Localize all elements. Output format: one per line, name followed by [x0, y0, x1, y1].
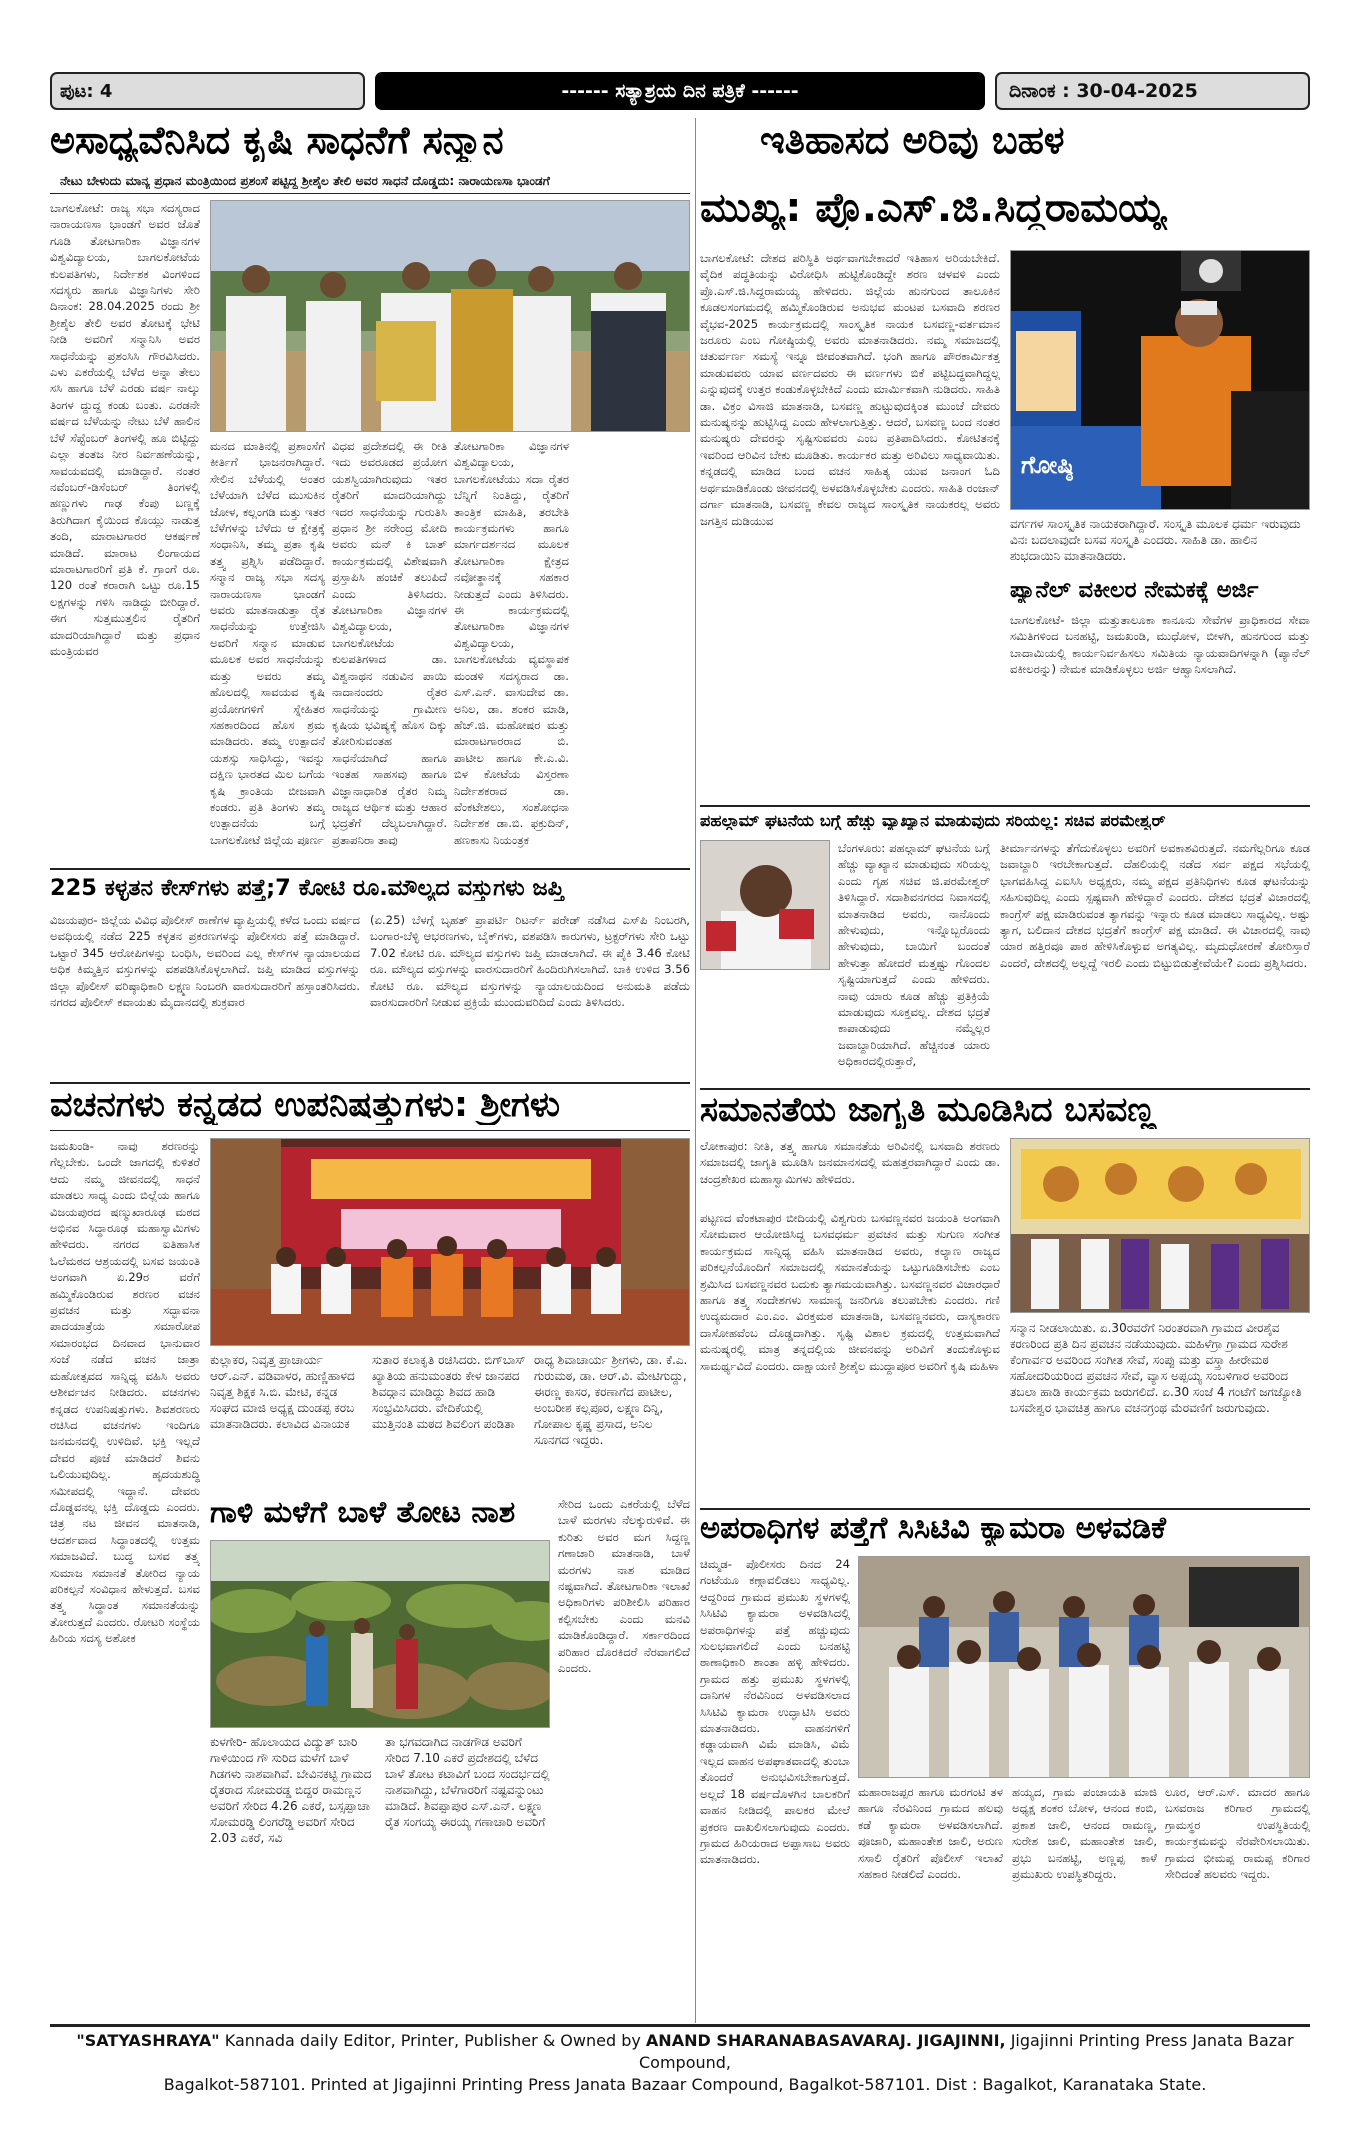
a9-col4: ಹಯ್ಯದ, ಗ್ರಾಮ ಪಂಚಾಯತಿ ಮಾಜಿ ಅಧ್ಯಕ್ಷ ಶಂಕರ ಬೋಳ, ಆನಂದ ಕಂಬಿ, ಪ್ರಕಾಶ ಜಾಲಿ, ಆನಂದ ರಾಮಣ್ಣ, ಸುರೇಶ ಜಾಲಿ, ಮಹಾಂತೇಶ ಜಾಲಿ, ಪ್ರಭು ಬನಹಟ್ಟಿ, ಅಣ್ಣಪ್ಪ ಕಾಳೆ ಪ್ರಮುಖರು ಉಪಸ್ಥಿತರಿದ್ದರು. — [1012, 1785, 1157, 1882]
a2-col1: ವಿಜಯಪುರ- ಜಿಲ್ಲೆಯ ವಿವಿಧ ಪೊಲೀಸ್ ಠಾಣೆಗಳ ವ್ಯಾಪ್ತಿಯಲ್ಲಿ ಕಳೆದ ಒಂದು ವರ್ಷದ ಅವಧಿಯಲ್ಲಿ ನಡೆದ 225 ಕಳ್ಳತನ ಪ್ರಕರಣಗಳನ್ನು ಪೊಲೀಸರು ಪತ್ತೆ ಮಾಡಿದ್ದಾರೆ. ಒಟ್ಟಾರೆ 345 ಆರೋಪಿಗಳನ್ನು ಬಂಧಿಸಿ, ಅವರಿಂದ ಎಲ್ಲ ಕೇಸ್‌ಗಳ ನ್ಯಾಯಾಲಯದ ಅಧಿಕ ಕಿಮ್ಮತ್ತಿನ ವಸ್ತುಗಳನ್ನು ವಶಪಡಿಸಿಕೊಳ್ಳಲಾಗಿದೆ. ಜಪ್ತಿ ಮಾಡಿದ ವಸ್ತುಗಳನ್ನು ಜಿಲ್ಲಾ ಪೊಲೀಸ್ ವರಿಷ್ಠಾಧಿಕಾರಿ ಲಕ್ಷ್ಮಣ ನಿಂಬರಗಿ ವಾರಸುದಾರರಿಗೆ ಹಸ್ತಾಂತರಿಸಿದರು. ನಗರದ ಪೊಲೀಸ್ ಕವಾಯತು ಮೈದಾನದಲ್ಲಿ ಶುಕ್ರವಾರ — [50, 913, 360, 1010]
imprint-owner: ANAND SHARANABASAVARAJ. JIGAJINNI, — [645, 2031, 1006, 2050]
masthead: ------ ಸತ್ಯಾಶ್ರಯ ದಿನ ಪತ್ರಿಕೆ ------ — [561, 80, 799, 102]
a5-headline-line2: ಮುಖ್ಯ: ಪ್ರೊ.ಎಸ್.ಜಿ.ಸಿದ್ದರಾಮಯ್ಯ — [700, 186, 1167, 230]
a4-photo-banana-field — [210, 1540, 550, 1728]
a7-bottom-rule — [700, 1088, 1310, 1090]
a6-body: ಬಾಗಲಕೋಟೆ- ಜಿಲ್ಲಾ ಮತ್ತುತಾಲೂಕಾ ಕಾನೂನು ಸೇವೆಗಳ ಪ್ರಾಧಿಕಾರದ ಸೇವಾ ಸಮಿತಿಗಳಿಂದ ಬನಹಟ್ಟಿ, ಜಮಖಂಡಿ, ಮುಧೋಳ, ಬೀಳಗಿ, ಹುನಗುಂದ ಮತ್ತು ಬಾದಾಮಿಯಲ್ಲಿ ಕಾರ್ಯನಿರ್ವಹಿಸಲು ಸಮಿತಿಯ ನ್ಯಾಯವಾದಿಗಳನ್ನಾಗಿ (ಪ್ಯಾನೆಲ್ ವಕೀಲರನ್ನು) ನೇಮಕ ಮಾಡಿಕೊಳ್ಳಲು ಅರ್ಜಿ ಆಹ್ವಾನಿಸಲಾಗಿದೆ. — [1010, 613, 1310, 677]
a1-col3: ವಿಧವ ಪ್ರದೇಶದಲ್ಲಿ ಈ ರೀತಿ ಇದು ಅವರೂಡದ ಪ್ರಯೋಗ ಯಶಸ್ವಿಯಾಗಿರುವುದು ಇತರ ರೈತರಿಗೆ ಮಾದರಿಯಾಗಿದ್ದು ಇದರ ಸಾಧನೆಯನ್ನು ಗುರುತಿಸಿ ಪ್ರಧಾನ ಶ್ರೀ ನರೇಂದ್ರ ಮೋದಿ ಅವರು ಮನ್ ಕಿ ಬಾತ್ ಕಾರ್ಯಕ್ರಮದಲ್ಲಿ ವಿಶೇಷವಾಗಿ ಪ್ರಸ್ತಾಪಿಸಿ ಹಂಚಿಕೆ ತಲುಪಿದೆ ಎಂದು ತಿಳಿಸಿದರು. ತೋಟಗಾರಿಕಾ ವಿಜ್ಞಾನಗಳ ವಿಶ್ವವಿದ್ಯಾಲಯ, ಬಾಗಲಕೋಟೆಯ ಕುಲಪತಿಗಳಾದ ಡಾ. ವಿಶ್ವನಾಥನ ನಡುವಿನ ಪಾಯಿ ನಾದಾನಂದರು ರೈತರ ಸಾಧನೆಯನ್ನು ಗ್ರಾಮೀಣ ಕೃಷಿಯ ಭವಿಷ್ಯಕ್ಕೆ ಹೊಸ ದಿಕ್ಕು ತೋರಿಸುವಂತಹ ಸಾಧನೆಯಾಗಿದೆ ಹಾಗೂ ಇಂತಹ ಸಾಹಸವು ಹಾಗೂ ವಿಜ್ಞಾನಾಧಾರಿತ ರೈತರ ನಿಮ್ಮ ರಾಜ್ಯದ ಆರ್ಥಿಕ ಮತ್ತು ಆಹಾರ ಭದ್ರತೆಗೆ ದೆಲ್ಯಬಲಾಗಿದ್ದಾರೆ. ಪ್ರತಾಪನಿರಾ ತಾವು — [332, 439, 447, 847]
a8-caption: ಸನ್ಮಾನ ನೀಡಲಾಯಿತು. ಏ.30ರವರೆಗೆ ನಿರಂತರವಾಗಿ ಗ್ರಾಮದ ವೀರಶೈವ ಕರಣರಿಂದ ಪ್ರತಿ ದಿನ ಪ್ರವಚನ ನಡೆಯುವುದು. ಮಹಿಳೆಗ್ರಾ ಗ್ರಾಮದ ಸುರೇಶ ಕೆಂಗಾರ್ವರ ಅವರಿಂದ ಸಂಗೀತ ಸೇವೆ, ಸಂಪ್ಪು ಮತ್ತು ವಸ್ತ್ರಾ ಹೀರೇಮಠ ಸಹೋದರಿಯರಿಂದ ಪ್ರವಚನ ಸೇವೆ, ವ್ಯಾಸ ಅಪ್ಪಯ್ಯ ಸಂಬಳಿಗಾರ ಅವರಿಂದ ತಬಲಾ ಹಾಡಿ ಕಾರ್ಯಕ್ರಮ ಜರುಗಲಿದೆ. ಏ.30 ಸಂಜೆ 4 ಗಂಟೆಗೆ ಜಗಜ್ಯೋತಿ ಬಸವೇಶ್ವರ ಭಾವಚಿತ್ರ ಹಾಗೂ ವಚನಗ್ರಂಥ ಮೆರವಣಿಗೆ ಜರುಗುವುದು. — [1010, 1321, 1302, 1415]
a7-col1: ಬೆಂಗಳೂರು: ಪಹಲ್ಗಾಮ್ ಘಟನೆಯ ಬಗ್ಗೆ ಹೆಚ್ಚು ವ್ಯಾಖ್ಯಾನ ಮಾಡುವುದು ಸರಿಯಲ್ಲ ಎಂದು ಗೃಹ ಸಚಿವ ಜಿ.ಪರಮೇಶ್ವರ್ ತಿಳಿಸಿದ್ದಾರೆ. ಸದಾಶಿವನಗರದ ನಿವಾಸದಲ್ಲಿ ಮಾತನಾಡಿದ ಅವರು, ನಾನೊಂದು ಹೇಳುವುದು, ಇನ್ನೊಬ್ಬರೊಂದು ಹೇಳುವುದು, ಬಾಯಿಗೆ ಬಂದಂತೆ ಹೇಳುತ್ತಾ ಹೋದರೆ ಮತ್ತಷ್ಟು ಗೊಂದಲ ಸೃಷ್ಟಿಯಾಗುತ್ತದೆ ಎಂದು ಹೇಳಿದರು. ನಾವು ಯಾರು ಕೂಡ ಹೆಚ್ಚು ಪ್ರತಿಕ್ರಿಯೆ ಮಾಡುವುದು ಸೂಕ್ತವಲ್ಲ. ದೇಶದ ಭದ್ರತೆ ಕಾಪಾಡುವುದು ನಮ್ಮೆಲ್ಲರ ಜವಾಬ್ದಾರಿಯಾಗಿದೆ. ಹೆಚ್ಚಿನಂತ ಯಾರು ಅಧಿಕಾರದಲ್ಲಿರುತ್ತಾರೆ, — [838, 841, 990, 1069]
a4-caption-1: ಕುಳಗೇರಿ- ಹೊಲಾಯದ ವಿದ್ಯುತ್ ಬಾರಿ ಗಾಳಿಯಿಂದ ಗೌ ಸುರಿದ ಮಳೆಗೆ ಬಾಳೆ ಗಿಡಗಳು ನಾಶವಾಗಿವೆ. ಬೇವಿನಕಟ್ಟಿ ಗ್ರಾಮದ ರೈತರಾದ ಸೋಮರಡ್ಡ ಬಿದ್ದರ ರಾಮಣ್ಣನ ಅವರಿಗೆ ಸೇರಿದ 4.26 ಎಕರೆ, ಬಸ್ಸಪ್ಪಾಚಾ ಸೋಮರಡ್ಡಿ ಲಿಂಗರೆಡ್ಡಿ ಅವರಿಗೆ ಸೇರಿದ 2.03 ಎಕರೆ, ಸವಿ — [210, 1735, 372, 1845]
a3-col1: ಜಮಖಂಡಿ- ನಾವು ಶರಣರನ್ನು ಗೆಲ್ಲಬೇಕು. ಒಂದೇ ಜಾಗದಲ್ಲಿ ಕುಳಿತರೆ ಆದು ನಮ್ಮ ಜೀವನದಲ್ಲಿ ಸಾಧನೆ ಮಾಡಲು ಸಾಧ್ಯ ಎಂದು ಬಿಲ್ಲೆಯ ಹಾಗೂ ವಿಜಯಪುರದ ಷಣ್ಮುಖಾರೂಢ ಮಠದ ಅಭಿನವ ಸಿದ್ಧಾರೂಢ ಮಹಾಸ್ವಾಮಿಗಳು ಹೇಳಿದರು. ನಗರದ ಐತಿಹಾಸಿಕ ಓಲೆಮಠದ ಆಶ್ರಯದಲ್ಲಿ ಬಸವ ಜಯಂತಿ ಅಂಗವಾಗಿ ಏ.29ರ ವರೆಗೆ ಹಮ್ಮಿಕೊಂಡಿರುವ ಶರಣರ ವಚನ ಪ್ರವಚನ ಮತ್ತು ಸದ್ಭಾವನಾ ಪಾದಯಾತ್ರೆಯ ಸಮಾರೋಪ ಸಮಾರಂಭದ ದಿನವಾದ ಭಾನುವಾರ ಸಂಜೆ ನಡೆದ ವಚನ ಜಾತ್ರಾ ಮಹೋತ್ಸವದ ಸಾನ್ನಿಧ್ಯ ವಹಿಸಿ ಅವರು ಆಶೀರ್ವಚನ ನೀಡಿದರು. ವಚನಗಳು ಕನ್ನಡದ ಉಪನಿಷತ್ತುಗಳು. ಶಿವಶರಣರು ರಚಿಸಿದ ವಚನಗಳು ಇಂದಿಗೂ ಜನಮನದಲ್ಲಿ ಉಳಿದಿವೆ. ಭಕ್ತಿ ಇಲ್ಲದೆ ದೇವರ ಪೂಜೆ ಮಾಡಿದರೆ ಶಿವನು ಒಲಿಯುವುದಿಲ್ಲ. ಹೃದಯಶುದ್ಧಿ ಸಮೀಪದಲ್ಲಿ ಇದ್ದಾನೆ. ದೇವರು ದೊಡ್ಡವನಲ್ಲ ಭಕ್ತಿ ದೊಡ್ಡದು ಎಂದರು. ಚಿತ್ರ ನಟ ಜೀವನ ಮಾತನಾಡಿ, ಆದರ್ಶವಾದ ಸಿದ್ಧಾಂತದಲ್ಲಿ ಉತ್ತಮ ಸಮಾಜವಿದೆ. ಬುದ್ಧ ಬಸವ ತತ್ತ್ವ ಸುಮಾಜ ಸಮಾನತೆ ತೋರಿದ ನ್ಯಾಯ ಪರಿಕಲ್ಪನೆ ಸಂವಿಧಾನ ಹೇಳುತ್ತದೆ. ಬಸವ ತತ್ತ್ವ ಸಿದ್ಧಾಂತ ಸಮಾನತೆಯನ್ನು ತೋರುತ್ತದೆ ಎಂದರು. ರೋಟರಿ ಸಂಸ್ಥೆಯ ಹಿರಿಯ ಸದಸ್ಯ ಅಶೋಕ — [50, 1139, 200, 1646]
a9-photo-group-image — [859, 1557, 1310, 1778]
a8-headline: ಸಮಾನತೆಯ ಜಾಗೃತಿ ಮೂಡಿಸಿದ ಬಸವಣ್ಣ — [700, 1092, 1157, 1130]
a1-headline: ಅಸಾಧ್ಯವೆನಿಸಿದ ಕೃಷಿ ಸಾಧನೆಗೆ ಸನ್ಮಾನ — [50, 120, 504, 162]
a5-photo-speaker — [1010, 250, 1310, 510]
a5-caption: ವರ್ಗಗಳ ಸಾಂಸ್ಕೃತಿಕ ನಾಯಕರಾಗಿದ್ದಾರೆ. ಸಂಸ್ಕೃತಿ ಮೂಲಕ ಧರ್ಮ ಇರುವುದು ವಿನಃ ಬದಲಾವುದೇ ಬಸವ ಸಂಸ್ಕೃತಿ ಎಂದರು. ಸಾಹಿತಿ ಡಾ. ಹಾಲಿನ ಶುಭದಾಯಿನಿ ಮಾತನಾಡಿದರು. — [1010, 517, 1301, 563]
a3-caption-3: ರಾಧ್ಯ ಶಿವಾಚಾರ್ಯ ಶ್ರೀಗಳು, ಡಾ. ಕೆ.ಎ. ಗುರುಮಠ, ಡಾ. ಆರ್.ವಿ. ಮೇಟಿಗುದ್ದು, ಈರಣ್ಣ ಕಾಸರ, ಕರಣಾಗೆದ ಪಾಟೀಲ, ಅಂಬರೀಶ ಕಲ್ಲಪೂರ, ಲಕ್ಷ್ಮಣ ದಿನ್ನಿ, ಗೋಪಾಲ ಕೃಷ್ಣ ಪ್ರಸಾದ, ಅನಿಲ ಸೂನಗದ ಇದ್ದರು. — [534, 1353, 688, 1447]
page-number-box — [50, 72, 365, 110]
a4-caption-3-continued — [558, 1734, 690, 2024]
a3-head-rule — [50, 1130, 690, 1131]
imprint-line-2: Bagalkot-587101. Printed at Jigajinni Printing Press Janata Bazaar Compound, Bagalkot-587101. Dist : Bagalkot, Karanataka State. — [163, 2075, 1207, 2094]
a4-side-text: ಸೇರಿದ ಒಂದು ಎಕರೆಯಲ್ಲಿ ಬೆಳೆದ ಬಾಳೆ ಮರಗಳು ನೆಲಕ್ಕುರುಳಿವೆ. ಈ ಕುರಿತು ಅವರ ಮಗ ಸಿದ್ದಣ್ಣ ಗಣಾಚಾರಿ ಮಾತನಾಡಿ, ಬಾಳೆ ಮರಗಳು ನಾಶ ಮಾಡಿದ ನಷ್ಟವಾಗಿದೆ. ತೋಟಗಾರಿಕಾ ಇಲಾಖೆ ಅಧಿಕಾರಿಗಳು ಪರಿಶೀಲಿಸಿ ಪರಿಹಾರ ಕಲ್ಪಿಸಬೇಕು ಎಂದು ಮನವಿ ಮಾಡಿಕೊಂಡಿದ್ದಾರೆ. ಸರ್ಕಾರದಿಂದ ಪರಿಹಾರ ದೊರಕಿದರೆ ನೆರವಾಗಲಿದೆ ಎಂದರು. — [558, 1497, 690, 1676]
a1-col4: ತೋಟಗಾರಿಕಾ ವಿಜ್ಞಾನಗಳ ವಿಶ್ವವಿದ್ಯಾಲಯ, ಬಾಗಲಕೋಟೆಯು ಸದಾ ರೈತರ ಬೆನ್ನಿಗೆ ನಿಂತಿದ್ದು, ರೈತರಿಗೆ ತಾಂತ್ರಿಕ ಮಾಹಿತಿ, ತರಬೇತಿ ಕಾರ್ಯಕ್ರಮಗಳು ಹಾಗೂ ಮಾರ್ಗದರ್ಶನದ ಮೂಲಕ ತೋಟಗಾರಿಕಾ ಕ್ಷೇತ್ರದ ನವೋತ್ಥಾನಕ್ಕೆ ಸಹಕಾರ ನೀಡುತ್ತದೆ ಎಂದು ತಿಳಿಸಿದರು. ಈ ಕಾರ್ಯಕ್ರಮದಲ್ಲಿ ತೋಟಗಾರಿಕಾ ವಿಜ್ಞಾನಗಳ ವಿಶ್ವವಿದ್ಯಾಲಯ, ಬಾಗಲಕೋಟೆಯ ವ್ಯವಸ್ಥಾಪಕ ಮಂಡಳಿ ಸದಸ್ಯರಾದ ಡಾ. ಎಸ್.ಎನ್. ವಾಸುದೇವ ಡಾ. ಅನಿಲ, ಡಾ. ಶಂಕರ ಮಾಡಿ, ಹೆಚ್.ಜಿ. ಮಹೋಷರ ಮತ್ತು ಮಾರಾಟಗಾರರಾದ ಬಿ. ಪಾಟೀಲ ಹಾಗೂ ಕೇ.ಎ.ವಿ. ಬಿಳ ಕೋಟೆಯ ವಿಸ್ತರಣಾ ನಿರ್ದೇಶಕರಾದ ಡಾ. ವೆಂಕಟೇಶಲು, ಸಂಶೋಧನಾ ನಿರ್ದೇಶಕ ಡಾ.ಬಿ. ಫಕ್ರುದಿನ್, ಹಣಕಾಸು ನಿಯಂತ್ರಕ — [454, 439, 569, 847]
a3-headline: ವಚನಗಳು ಕನ್ನಡದ ಉಪನಿಷತ್ತುಗಳು: ಶ್ರೀಗಳು — [50, 1086, 560, 1125]
a8-photo-event — [1010, 1138, 1310, 1313]
a1-photo-felicitation-image — [211, 201, 690, 432]
imprint-footer — [60, 2030, 1310, 2096]
column-divider — [695, 118, 696, 2023]
a1-photo-felicitation — [210, 200, 690, 432]
date: ದಿನಾಂಕ : 30-04-2025 — [1009, 80, 1198, 102]
a9-col1: ಚಿಮ್ಮಡ- ಪೊಲೀಸರು ದಿನದ 24 ಗಂಟೆಯೂ ಕಣ್ಗಾವಲಿಡಲು ಸಾಧ್ಯವಿಲ್ಲ. ಆದ್ದರಿಂದ ಗ್ರಾಮದ ಪ್ರಮುಖ ಸ್ಥಳಗಳಲ್ಲಿ ಸಿಸಿಟಿವಿ ಕ್ಯಾಮರಾ ಅಳವಡಿಸಿದಲ್ಲಿ ಅಪರಾಧಿಗಳನ್ನು ಪತ್ತೆ ಹಚ್ಚುವುದು ಸುಲಭವಾಗಲಿದೆ ಎಂದು ಬನಹಟ್ಟಿ ಠಾಣಾಧಿಕಾರಿ ಶಾಂತಾ ಹಳ್ಳಿ ಹೇಳಿದರು. ಗ್ರಾಮದ ಹತ್ತು ಪ್ರಮುಖ ಸ್ಥಳಗಳಲ್ಲಿ ದಾನಿಗಳ ನೆರವಿನಿಂದ ಅಳವಡಿಸಲಾದ ಸಿಸಿಟಿವಿ ಕ್ಯಾಮರಾ ಉದ್ಘಾಟಿಸಿ ಅವರು ಮಾತನಾಡಿದರು. ವಾಹನಗಳಿಗೆ ಕಡ್ಡಾಯವಾಗಿ ವಿಮೆ ಮಾಡಿಸಿ, ವಿಮೆ ಇಲ್ಲದ ವಾಹನ ಅಪಘಾತವಾದಲ್ಲಿ ತುಂಬಾ ತೊಂದರೆ ಅನುಭವಿಸಬೇಕಾಗುತ್ತದೆ. ಅಲ್ಲದೆ 18 ವರ್ಷದೊಳಗಿನ ಬಾಲಕರಿಗೆ ವಾಹನ ನೀಡಿದಲ್ಲಿ ಪಾಲಕರ ಮೇಲೆ ಪ್ರಕರಣ ದಾಖಲಿಸಲಾಗುವುದು ಎಂದರು. ಗ್ರಾಮದ ಹಿರಿಯರಾದ ಅಪ್ಪಾಸಾಬ ಅವರು ಮಾತನಾಡಿದರು. — [700, 1557, 850, 1867]
a9-photo-group — [858, 1556, 1310, 1778]
a2-headline: 225 ಕಳ್ಳತನ ಕೇಸ್‌ಗಳು ಪತ್ತೆ;7 ಕೋಟಿ ರೂ.ಮೌಲ್ಯದ ವಸ್ತುಗಳು ಜಪ್ತಿ — [50, 876, 564, 901]
a1-col1: ಬಾಗಲಕೋಟೆ: ರಾಜ್ಯ ಸಭಾ ಸದಸ್ಯರಾದ ನಾರಾಯಣಸಾ ಭಾಂಡಗೆ ಅವರ ಜೊತೆ ಗೂಡಿ ತೋಟಗಾರಿಕಾ ವಿಜ್ಞಾನಗಳ ವಿಶ್ವವಿದ್ಯಾಲಯ, ಬಾಗಲಕೋಟೆಯ ಕುಲಪತಿಗಳು, ನಿರ್ದೇಶಕ ವಿಂಗಳಿಂದ ಸದಸ್ಯರು ಹಾಗೂ ವಿಜ್ಞಾನಿಗಳು ಸೇರಿ ದಿನಾಂಕ: 28.04.2025 ರಂದು ಶ್ರೀ ಶ್ರೀಶೈಲ ತೇಲಿ ಅವರ ತೋಟಕ್ಕೆ ಭೇಟಿ ನೀಡಿ ಅವರಿಗೆ ಸನ್ಮಾನಿಸಿ ಅವರ ಸಾಧನೆಯನ್ನು ಪ್ರಶಂಸಿಸಿ ಗೌರವಿಸಿದರು. ಎಳು ಎಕರೆಯಲ್ಲಿ ಬೆಳೆದ ಅನ್ನಾ ತೇಲು ಸಸಿ ಹಾಗೂ ಬೆಳೆ ಎರಡು ವರ್ಷ ನಾಲ್ಕು ತಿಂಗಳ ದ್ದುದ್ದ ಕಂಡು ಬಂತು. ಎರಡನೇ ವರ್ಷದ ಬೆಳೆಯನ್ನು ನೇಟು ಬೆಳೆ ಹಾಲಿನ ಬೆಳೆ ಸೆಪ್ಟೆಂಬರ್ ತಿಂಗಳಲ್ಲಿ ಹೂ ಬಿಟ್ಟಿದ್ದು ಎಲ್ಲಾ ತಂತಜ ನೀರ ನಿರ್ವಹಣೆಯನ್ನು, ಸಾವಯವದಲ್ಲಿ ಮಾಡಿದ್ದಾರೆ. ನಂತರ ನವೆಂಬರ್-ಡಿಸೆಂಬರ್ ತಿಂಗಳಲ್ಲಿ ಹಣ್ಣುಗಳು ಗಾಢ ಕೆಂಪು ಬಣ್ಣಕ್ಕೆ ತಿರುಗಿದಾಗ ಕೈಯಿಂದ ಕೊಯ್ಲು ನಾಡುತ್ತ ತಂದಿ, ಮಾರಾಟಗಾರರ ಆಕರ್ಷಣೆ ಮಾಡಿದೆ. ಮಾರಾಟ ಲಿಂಗಾಯದ ಮಾರಾಟಗಾರರಿಗೆ ಪ್ರತಿ ಕೆ. ಗ್ರಾಂಗೆ ರೂ. 120 ರಂತೆ ಕರಾರಾಗಿ ಒಟ್ಟು ರೂ.15 ಲಕ್ಷಗಳನ್ನು ಗಳಿಸಿ ನಾಡಿದ್ದು ಬೀರಿದ್ದಾರೆ. ಈಗ ಸುತ್ತಮುತ್ತಲಿನ ರೈತರಿಗೆ ಮಾದರಿಯಾಗಿದ್ದಾರೆ ಮತ್ತು ಪ್ರಧಾನ ಮಂತ್ರಿಯವರ — [50, 201, 200, 658]
a7-photo-minister — [700, 840, 830, 970]
a3-caption-1: ಕುಲ್ಲಾಕರ, ನಿವೃತ್ತ ಪ್ರಾಚಾರ್ಯ ಆರ್.ಎನ್. ವಡಿವಾಳರ, ಹುಣ್ಣಿಹಾಳದ ನಿವೃತ್ತ ಶಿಕ್ಷಕ ಸಿ.ಬಿ. ಮೇಟಿ, ಕನ್ನಡ ಸಂಘದ ಮಾಜಿ ಅಧ್ಯಕ್ಷ ದುಂಡಪ್ಪ ಕರಬ ಮಾತನಾಡಿದರು. ಕಲಾವಿದ ವಿನಾಯಕ — [210, 1353, 355, 1431]
a7-col2: ತೀರ್ಮಾನಗಳನ್ನು ತೆಗೆದುಕೊಳ್ಳಲು ಅವರಿಗೆ ಅವಕಾಶವಿರುತ್ತದೆ. ನಮಗೆಲ್ಲರಿಗೂ ಕೂಡ ಜವಾಬ್ದಾರಿ ಇರಬೇಕಾಗುತ್ತದೆ. ದೆಹಲಿಯಲ್ಲಿ ನಡೆದ ಸರ್ವ ಪಕ್ಷದ ಸಭೆಯಲ್ಲಿ ಭಾಗವಹಿಸಿದ್ದ ಎಐಸಿಸಿ ಅಧ್ಯಕ್ಷರು, ನಮ್ಮ ಪಕ್ಷದ ಪ್ರತಿನಿಧಿಗಳು ಕೂಡ ಘಟನೆಯನ್ನು ಸಹಿಸುವುದಿಲ್ಲ ಎಂದು ಸ್ಪಷ್ಟವಾಗಿ ಹೇಳಿದ್ದಾರೆ ಎಂದರು. ದೇಶದ ಭದ್ರತೆ ವಿಚಾರದಲ್ಲಿ ಕಾಂಗ್ರೆಸ್ ಪಕ್ಷ ಮಾಡಿರುವಂತ ತ್ಯಾಗವನ್ನು ಇನ್ನಾರು ಕೂಡ ಮಾಡಲು ಸಾಧ್ಯವಿಲ್ಲ. ಅಷ್ಟು ತ್ಯಾಗ, ಬಲಿದಾನ ದೇಶದ ಭದ್ರತೆಗೆ ಕಾಂಗ್ರೆಸ್ ಪಕ್ಷ ಮಾಡಿದೆ. ಈ ವಿಚಾರದಲ್ಲಿ ನಾವು ಯಾರ ಹತ್ತಿರವೂ ಪಾಠ ಹೇಳಿಸಿಕೊಳ್ಳುವ ಅಗತ್ಯವಿಲ್ಲ. ಮೃದುಧೋರಣೆ ತೋರಿಸ್ತಾರೆ ಎಂದರೆ, ದೇಶದಲ್ಲಿ ಅಲ್ಲದ್ದೆ ಇರಲಿ ಎಂದು ಬಿಟ್ಟುಬಿಡುತ್ತೇವೆಯೇ? ಎಂದು ಪ್ರಶ್ನಿಸಿದರು. — [1000, 841, 1310, 970]
a2-bottom-rule — [50, 1082, 690, 1084]
a3-caption-2: ಸುತಾರ ಕಲಾಕೃತಿ ರಚಿಸಿದರು. ಬಿಗ್‌ಬಾಸ್ ಖ್ಯಾತಿಯ ಹನುಮಂತರು ಕೇಳ ಜಾನಪದ ಶಿವದ್ಗಾನ ಮಾಡಿದ್ದು ಶಿವದ ಹಾಡಿ ಸಂಭ್ರಮಿಸಿದರು. ವೇದಿಕೆಯಲ್ಲಿ ಮುತ್ತಿನಂತಿ ಮಠದ ಶಿವಲಿಂಗ ಪಂಡಿತಾ — [372, 1353, 526, 1431]
a5-photo-speaker-image — [1011, 251, 1310, 510]
imprint-paper-name: "SATYASHRAYA" — [76, 2031, 220, 2050]
a4-caption-2: ತಾ ಭಗವದಾಗಿದ ನಾಡಗೌಡ ಅವರಿಗೆ ಸೇರಿದ 7.10 ಎಕರೆ ಪ್ರದೇಶದಲ್ಲಿ ಬೆಳೆದ ಬಾಳೆ ತೋಟ ಕಟಾವಿಗೆ ಬಂದ ಸಂದರ್ಭದಲ್ಲಿ ನಾಶವಾಗಿದ್ದು, ಬೆಳೆಗಾರರಿಗೆ ನಷ್ಟವನ್ನುಂಟು ಮಾಡಿದೆ. ಶಿವಪ್ಪಾಪುರ ಎಸ್.ಎನ್. ಲಕ್ಷ್ಮಣ ರೈತ ಸಂಗಯ್ಯ ಈರಯ್ಯ ಗಣಾಚಾರಿ ಅವರಿಗೆ — [385, 1735, 550, 1829]
a9-headline: ಅಪರಾಧಿಗಳ ಪತ್ತೆಗೆ ಸಿಸಿಟಿವಿ ಕ್ಯಾಮರಾ ಅಳವಡಿಕೆ — [700, 1512, 1167, 1546]
a9-col3: ಮಹಾರಾಜಪ್ಪರ ಹಾಗೂ ಮರಗಂಟಿ ತಳ ಹಾಗೂ ನೆರವಿನಿಂದ ಗ್ರಾಮದ ಹಲವು ಕಡೆ ಕ್ಯಾಮರಾ ಅಳವಡಿಸಲಾಗಿದೆ. ಪೂಜಾರಿ, ಮಹಾಂತೇಶ ಜಾಲಿ, ಅರುಣ ಸಸಾಲಿ ರೈತರಿಗೆ ಪೊಲೀಸ್ ಇಲಾಖೆ ಸಹಕಾರ ನೀಡಲಿದೆ ಎಂದರು. — [858, 1785, 1003, 1882]
a6-headline: ಪ್ಯಾನೆಲ್ ವಕೀಲರ ನೇಮಕಕ್ಕೆ ಅರ್ಜಿ — [1010, 578, 1259, 603]
a4-headline: ಗಾಳಿ ಮಳೆಗೆ ಬಾಳೆ ತೋಟ ನಾಶ — [210, 1496, 516, 1529]
a9-col5: ಲೂರ, ಆರ್.ಎಸ್. ಮಾದರ ಹಾಗೂ ಬಸವರಾಜ ಕರಿಗಾರ ಗ್ರಾಮದಲ್ಲಿ ಗ್ರಾಮಸ್ಥರ ಉಪಸ್ಥಿತಿಯಲ್ಲಿ ಕಾರ್ಯಕ್ರಮವನ್ನು ನೆರವೇರಿಸಲಾಯಿತು. ಗ್ರಾಮದ ಭೀಮಪ್ಪ ರಾಮಪ್ಪ ಕರಿಗಾರ ಸೇರಿದಂತೆ ಹಲವರು ಇದ್ದರು. — [1165, 1785, 1310, 1882]
a1-bottom-rule — [50, 868, 690, 870]
a1-col2: ಮನದ ಮಾತಿನಲ್ಲಿ ಪ್ರಶಾಂಸೆಗೆ ಕೀರ್ತಿಗೆ ಭಾಜನರಾಗಿದ್ದಾರೆ. ಸೇಲಿನ ಬೆಳೆಯಲ್ಲಿ ಅಂತರ ಬೆಳೆಯಾಗಿ ಬೆಳೆದ ಮುಸುಕಿನ ಜೋಳ, ಕಲ್ಲಂಗಡಿ ಮತ್ತು ಇತರ ಬೆಳೆಗಳನ್ನು ಬೆಳೆದು ಆ ಕ್ಷೇತ್ರಕ್ಕೆ ಸಂಧಾನಿಸಿ, ತಮ್ಮ ಪ್ರತಾ ಕೃಷಿ ತತ್ತ್ವ ಪ್ರಶ್ನಿಸಿ ಪಡೆದಿದ್ದಾರೆ. ಸನ್ಮಾನ ರಾಜ್ಯ ಸಭಾ ಸದಸ್ಯ ನಾರಾಯಣಸಾ ಭಾಂಡಗೆ ಅವರು ಮಾತನಾಡುತ್ತಾ ರೈತ ಸಾಧನೆಯನ್ನು ಉತ್ತೇಜಿಸಿ ಅವರಿಗೆ ಸನ್ಮಾನ ಮಾಡುವ ಮೂಲಕ ಅವರ ಸಾಧನೆಯನ್ನು ಮತ್ತು ಅವರು ತಮ್ಮ ಹೊಲದಲ್ಲಿ ಸಾವಯವ ಕೃಷಿ ಪ್ರಯೋಗಗಳಿಗೆ ಸ್ನೇಹಿತರ ಸಹಕಾರದಿಂದ ಹೊಸ ಶ್ರಮ ಮಾಡಿದರು. ತಮ್ಮ ಉತ್ಪಾದನೆ ಯಶಸ್ಸು ಸಾಧಿಸಿದ್ದು, ಇವನ್ನು ದಕ್ಷಿಣ ಭಾರತದ ಮಿಲ ಬಗೆಯ ಕೃಷಿ ಕ್ರಾಂತಿಯ ಬೀಜವಾಗಿ ಕಂಡರು. ಪ್ರತಿ ತಿಂಗಳು ತಮ್ಮ ಉತ್ಪಾದನೆಯ ಬಗ್ಗೆ ಬಾಗಲಕೋಟೆ ಜಿಲ್ಲೆಯ ಪೂರ್ಣ — [210, 439, 325, 847]
imprint-role: Kannada daily Editor, Printer, Publisher & Owned by — [219, 2031, 646, 2050]
imprint-press: Jigajinni Printing Press Janata Bazar Compound, — [638, 2031, 1294, 2072]
a5-headline-line1: ಇತಿಹಾಸದ ಅರಿವು ಬಹಳ — [760, 120, 1065, 162]
a2-col2: (ಏ.25) ಬೆಳಗ್ಗೆ ಬೃಹತ್ ಪ್ರಾಪರ್ಟಿ ರಿಟರ್ನ್ ಪರೇಡ್ ನಡೆಸಿದ ಎಸ್‌ಪಿ ನಿಂಬರಗಿ, ಬಂಗಾರ-ಬೆಳ್ಳಿ ಆಭರಣಗಳು, ಬೈಕ್‌ಗಳು, ವಶಪಡಿಸಿ ಕಾರುಗಳು, ಟ್ರಕ್ಟರ್‌ಗಳು ಸೇರಿ ಒಟ್ಟು 7.02 ಕೋಟಿ ರೂ. ಮೌಲ್ಯದ ವಸ್ತುಗಳು ಜಪ್ತಿ ಮಾಡಲಾಗಿದೆ. ಈ ಪೈಕಿ 3.46 ಕೋಟಿ ರೂ. ಮೌಲ್ಯದ ವಸ್ತುಗಳನ್ನು ವಾರಸುದಾರರಿಗೆ ಹಿಂದಿರುಗಿಸಲಾಗಿದೆ. ಬಾಕಿ ಉಳಿದ 3.56 ಕೋಟಿ ರೂ. ಮೌಲ್ಯದ ವಸ್ತುಗಳನ್ನು ನ್ಯಾಯಾಲಯದಿಂದ ಅನುಮತಿ ಪಡೆದು ವಾರಸುದಾರರಿಗೆ ನೀಡುವ ಪ್ರಕ್ರಿಯೆ ಮುಂದುವರಿದಿದೆ ಎಂದು ತಿಳಿಸಿದರು. — [370, 913, 690, 1010]
a6-bottom-rule — [700, 805, 1310, 807]
a3-photo-stage-image — [211, 1139, 690, 1346]
date-box — [995, 72, 1310, 110]
page-number: ಪುಟ: 4 — [60, 80, 113, 102]
a8-photo-event-image — [1011, 1139, 1310, 1313]
a1-sub-rule — [50, 193, 690, 194]
a5-col1: ಬಾಗಲಕೋಟೆ: ದೇಶದ ಪರಿಸ್ಥಿತಿ ಅರ್ಥವಾಗಬೇಕಾದರೆ ಇತಿಹಾಸ ಅರಿಯಬೇಕಿದೆ. ವೈದಿಕ ಪದ್ಧತಿಯನ್ನು ವಿರೋಧಿಸಿ ಹುಟ್ಟಿಕೊಂಡಿದ್ದೇ ಶರಣ ಚಳವಳಿ ಎಂದು ಪ್ರೊ.ಎಸ್.ಜಿ.ಸಿದ್ದರಾಮಯ್ಯ ಹೇಳಿದರು. ಜಿಲ್ಲೆಯ ಹುನಗುಂದ ತಾಲೂಕಿನ ಕೂಡಲಸಂಗಮದಲ್ಲಿ ಹಮ್ಮಿಕೊಂಡಿರುವ ಅನುಭವ ಮಂಟಪ ಬಸವಾದಿ ಶರಣರ ವೈಭವ-2025 ಕಾರ್ಯಕ್ರಮದಲ್ಲಿ ಸಾಂಸ್ಕೃತಿಕ ನಾಯಕ ಬಸವಣ್ಣ-ವರ್ತಮಾನ ಜರೂರು ಎಂಬ ಗೋಷ್ಠಿಯಲ್ಲಿ ಅವರು ಮಾತನಾಡಿದರು. ನಮ್ಮ ಸಮಾಜದಲ್ಲಿ ಚತುರ್ವರ್ಣ ಸಮಸ್ಯೆ ಇನ್ನೂ ಜೀವಂತವಾಗಿದೆ. ಭಂಗಿ ಹಾಗೂ ಪೌರಕಾರ್ಮಿಕತ್ತ ಮಾಡುವವರು ಯಾವ ವರ್ಣದವರು ಈ ವರ್ಣಗಳು ಬಿಕೆ ಪಟ್ಟಿಬದ್ಧವಾಗಿದ್ದಲ್ಲ ಎನ್ನುವುದಕ್ಕೆ ಉತ್ತರ ಕಂಡುಕೊಳ್ಳಬೇಕಿದೆ ಎಂದು ಮಾರ್ಮಿಕವಾಗಿ ನುಡಿದರು. ಸಾಹಿತಿ ಡಾ. ವಿಕ್ರಂ ವಿಸಾಜಿ ಮಾತನಾಡಿ, ಬಸವಣ್ಣ ಹುಟ್ಟುವುದಕ್ಕಿಂತ ಮುಂಚೆ ದೇವರು ಮನುಷ್ಯನನ್ನು ಹುಟ್ಟಿಸಿದ್ದ ಎಂದು ಹೇಳಲಾಗುತ್ತಿತ್ತು. ಆದರೆ, ಬಸವಣ್ಣ ಬಂದ ನಂತರ ಮನುಷ್ಯರು ದೇವರನ್ನು ಸೃಷ್ಟಿಸುವವರು ಎಂಬ ಪ್ರತಿಪಾದಿಸಿದರು. ಕೋಟಿತನಕ್ಕೆ ಇವರಿಂದ ಆರಿವಿನ ಬೇಕು ಮೂಡಿತು. ಕಾರ್ಯಕರ ಮತ್ತು ಅರಿವಿಲು ಸಾಧ್ಯವಾಯಿತು. ಕನ್ನಡದಲ್ಲಿ ಮಾಡಿದ ಬಂದ ವಚನ ಸಾಹಿತ್ಯ ಯುವ ಜನಾಂಗ ಓದಿ ಅರ್ಥಮಾಡಿಕೊಂಡು ಜೀವನದಲ್ಲಿ ಅಳವಡಿಸಿಕೊಳ್ಳಬೇಕು ಎಂದರು. ಸಾಹಿತಿ ರಂಜಾನ್ ದರ್ಗಾ ಮಾತನಾಡಿ, ಬಸವಣ್ಣ ಕೇವಲ ರಾಜ್ಯದ ಸಾಂಸ್ಕೃತಿಕ ನಾಯಕರಲ್ಲ ಅವರು ಜಗತ್ತಿನ ದುಡಿಯುವ — [700, 251, 1000, 528]
a4-photo-banana-field-image — [211, 1541, 550, 1728]
a8-bottom-rule — [700, 1508, 1310, 1510]
a8-lead: ಲೋಕಾಪುರ: ನೀತಿ, ತತ್ತ್ವ ಹಾಗೂ ಸಮಾನತೆಯ ಅರಿವಿನಲ್ಲಿ ಬಸವಾದಿ ಶರಣರು ಸಮಾಜದಲ್ಲಿ ಜಾಗೃತಿ ಮೂಡಿಸಿ ಜನಮಾನಸದಲ್ಲಿ ಮಹತ್ತರವಾಗಿದ್ದಾರೆ ಎಂದು ಡಾ. ಚಂದ್ರಶೇಖರ ಮಹಾಸ್ವಾಮಿಗಳು ಹೇಳಿದರು. — [700, 1139, 1000, 1186]
masthead-box — [375, 72, 985, 110]
a7-headline: ಪಹಲ್ಗಾಮ್ ಘಟನೆಯ ಬಗ್ಗೆ ಹೆಚ್ಚು ವ್ಯಾಖ್ಯಾನ ಮಾಡುವುದು ಸರಿಯಲ್ಲ: ಸಚಿವ ಪರಮೇಶ್ವರ್ — [700, 812, 1166, 830]
a8-body: ಪಟ್ಟಣದ ವೆಂಕಟಾಪುರ ಬೀದಿಯಲ್ಲಿ ವಿಶ್ವಗುರು ಬಸವಣ್ಣನವರ ಜಯಂತಿ ಅಂಗವಾಗಿ ಸೋಮವಾರ ಆಯೋಜಿಸಿದ್ದ ಬಸವಧರ್ಮ ಪ್ರವಚನ ಮತ್ತು ಸುಗುಣ ಸಂಗೀತ ಕಾರ್ಯಕ್ರಮದ ಸಾನ್ನಿಧ್ಯ ವಹಿಸಿ ಮಾತನಾಡಿದ ಅವರು, ಕಲ್ಯಾಣ ರಾಜ್ಯದ ಪರಿಕಲ್ಪನೆಯೊಂದಿಗೆ ಸಮಾಜದಲ್ಲಿ ಸಮಾನತೆಯನ್ನು ಒಟ್ಟುಗೂಡಿಸಬೇಕು ಎಂಬ ಶ್ರಮಿಸಿದ ಬಸವಣ್ಣನವರ ಬದುಕು ತ್ಯಾಗಮಯವಾಗಿತ್ತು. ಬಸವಣ್ಣನವರ ವಿಚಾರಧಾರೆ ಹಾಗೂ ತತ್ತ್ವ ಸಂದೇಶಗಳು ಸಾಮಾನ್ಯ ಜನರಿಗೂ ತಲುಪಬೇಕು ಎಂದರು. ಗಣಿ ಉದ್ಯಮದಾರ ಎಂ.ಎಂ. ವಿರಕ್ತಮಠ ಮಾತನಾಡಿ, ಬಸವಣ್ಣನವರು, ದಾಸ್ಯಕಾರಣ ದಾಸೋಹವೆಂಬ ದೊಡ್ಡದಾಗಿತ್ತು. ಸೃಷ್ಟಿ ವಿಶಾಲ ಕ್ರಮದಲ್ಲಿ ಉತ್ತಮವಾಗಿದೆ ಮನುಷ್ಯರಲ್ಲಿ ಮಾತ್ರ ತನ್ನದಲ್ಲಿಯ ಜೀವನವನ್ನು ಅರಿವಿಗೆ ತಂದುಕೊಳ್ಳುವ ಸಾಮರ್ಥ್ಯವಿದೆ ಎಂದರು. ದಾಕ್ಷಾಯಣಿ ಶ್ರೀಶೈಲ ಮುದ್ದಾಪೂರ ಅವರಿಗೆ ಕೃಷಿ ಮಹಿಳಾ — [700, 1211, 1000, 1373]
svg-text:ಗೋಷ್ಠಿ: ಗೋಷ್ಠಿ — [1021, 451, 1074, 479]
a1-subheadline: ನೇಟು ಬೇಳುದು ಮಾನ್ಯ ಪ್ರಧಾನ ಮಂತ್ರಿಯಿಂದ ಪ್ರಶಂಸೆ ಪಟ್ಟಿದ್ದ ಶ್ರೀಶೈಲ ತೇಲಿ ಅವರ ಸಾಧನೆ ದೊಡ್ಡದು: ನಾರಾಯಣಸಾ ಭಾಂಡಗೆ — [60, 174, 550, 188]
footer-rule — [50, 2024, 1310, 2027]
imprint-line-1 — [60, 2030, 1310, 2074]
a1-col5-continued — [576, 438, 690, 860]
a7-photo-minister-image — [701, 841, 830, 970]
a3-photo-stage — [210, 1138, 690, 1346]
